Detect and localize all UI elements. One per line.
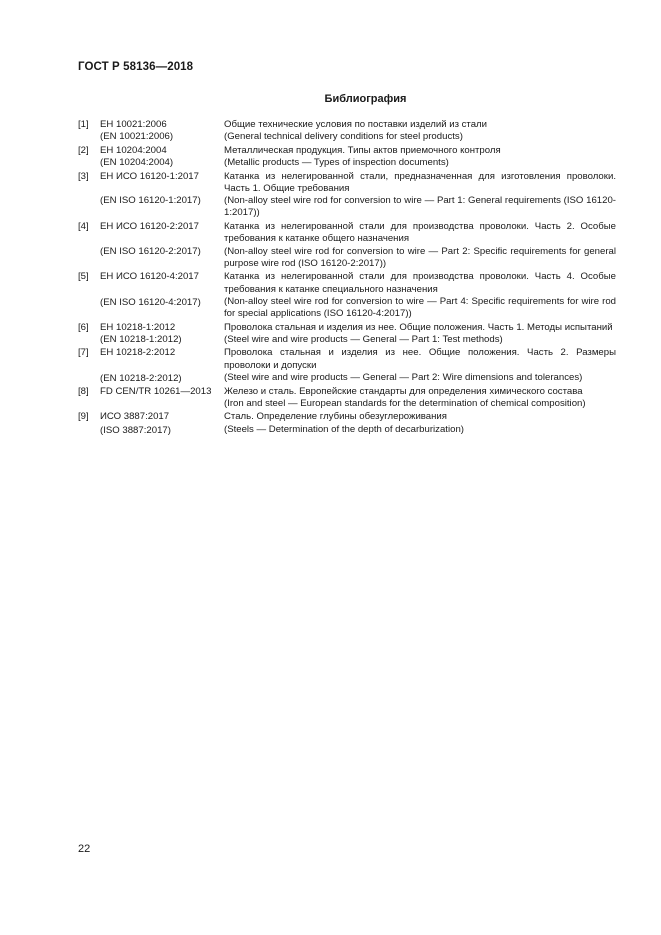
entry-description [224,221,616,270]
entry-code-ru: ЕН 10218-2:2012 [100,347,176,359]
entry-code [100,171,224,220]
entry-description [224,145,616,170]
entry-number: [3] [78,170,89,182]
entry-code-ru: ЕН ИСО 16120-1:2017 [100,170,199,182]
entry-code-en: (EN 10218-2:2012) [100,372,182,384]
entry-code [100,322,224,347]
entry-description [224,171,616,220]
entry-number: [5] [78,271,89,283]
entry-title-en: (Iron and steel — European standards for the determination of chemical composition) [224,397,586,409]
entry-code-ru: ЕН ИСО 16120-2:2017 [100,220,199,232]
entry-code-ru: ИСО 3887:2017 [100,411,170,423]
entry-code [100,119,224,144]
entry-code-en: (EN 10218-1:2012) [100,333,182,345]
bibliography-entry [78,145,616,170]
entry-number: [2] [78,144,89,156]
entry-number: [1] [78,119,89,130]
bibliography-entry [78,119,616,144]
entry-number: [6] [78,321,89,333]
entry-code [100,347,224,384]
entry-code-en: (ISO 3887:2017) [100,424,171,436]
entry-title-ru: Проволока стальная и изделия из нее. Общие положения. Часть 2. Размеры проволоки и допуски [224,347,616,371]
entry-title-ru: Катанка из нелегированной стали, предназначенная для изготовления проволоки. Часть 1. Общие требования [224,170,616,194]
entry-title-ru: Общие технические условия по поставки изделий из стали [224,119,488,130]
document-header: ГОСТ Р 58136—2018 [78,61,194,73]
entry-code-en: (EN ISO 16120-2:2017) [100,246,201,258]
bibliography-entry [78,221,616,270]
bibliography-entry [78,411,616,436]
entry-title-en: (Non-alloy steel wire rod for conversion to wire — Part 2: Specific requirements for general purpose wire rod (ISO 16120-2:2017)) [224,245,616,269]
entry-code-en: (EN 10021:2006) [100,131,174,143]
entry-description [224,119,616,144]
entry-code [100,386,224,411]
entry-code-en: (EN ISO 16120-4:2017) [100,296,201,308]
bibliography-entry [78,386,616,411]
entry-code [100,221,224,270]
entry-number: [9] [78,411,89,423]
entry-code-ru: ЕН 10204:2004 [100,144,167,156]
bibliography-entry [78,347,616,384]
entry-title-ru: Катанка из нелегированной стали для производства проволоки. Часть 4. Особые требования к катанке специального назначения [224,271,616,295]
entry-title-en: (Non-alloy steel wire rod for conversion to wire — Part 1: General requirements (ISO 16120-1:2017)) [224,195,616,219]
entry-title-en: (Steels — Determination of the depth of decarburization) [224,423,464,435]
page-number: 22 [78,843,91,855]
entry-title-en: (Non-alloy steel wire rod for conversion to wire — Part 4: Specific requirements for wire rod for special applications (ISO 16120-4:2017)) [224,295,616,320]
entry-code-en: (EN ISO 16120-1:2017) [100,194,201,206]
entry-number: [8] [78,385,89,397]
entry-title-en: (Steel wire and wire products — General — Part 1: Test methods) [224,333,503,345]
entry-code [100,271,224,320]
entry-number: [4] [78,220,89,232]
entry-title-ru: Катанка из нелегированной стали для производства проволоки. Часть 2. Особые требования к катанке общего назначения [224,220,616,245]
entry-title-ru: Проволока стальная и изделия из нее. Общие положения. Часть 1. Методы испытаний [224,321,613,333]
entry-code [100,145,224,170]
bibliography-entry [78,271,616,320]
entry-description [224,322,616,347]
entry-description [224,271,616,320]
entry-code [100,411,224,436]
page-title: Библиография [324,93,407,105]
entry-code-ru: ЕН 10218-1:2012 [100,321,176,333]
entry-number: [7] [78,347,89,359]
entry-code-ru: ЕН 10021:2006 [100,119,167,130]
entry-description [224,386,616,411]
entry-description [224,347,616,384]
entry-title-ru: Металлическая продукция. Типы актов приемочного контроля [224,144,501,156]
bibliography-entry [78,322,616,347]
entry-code-ru: ЕН ИСО 16120-4:2017 [100,271,199,283]
bibliography-entry [78,171,616,220]
entry-title-en: (Metallic products — Types of inspection documents) [224,157,449,169]
entry-title-ru: Сталь. Определение глубины обезуглероживания [224,411,447,423]
bibliography-list [78,119,616,437]
entry-title-en: (Steel wire and wire products — General — Part 2: Wire dimensions and tolerances) [224,372,583,384]
entry-code-ru: FD CEN/TR 10261—2013 [100,385,212,397]
entry-title-ru: Железо и сталь. Европейские стандарты для определения химического состава [224,385,583,397]
entry-description [224,411,616,436]
entry-code-en: (EN 10204:2004) [100,157,174,169]
entry-title-en: (General technical delivery conditions for steel products) [224,131,463,143]
